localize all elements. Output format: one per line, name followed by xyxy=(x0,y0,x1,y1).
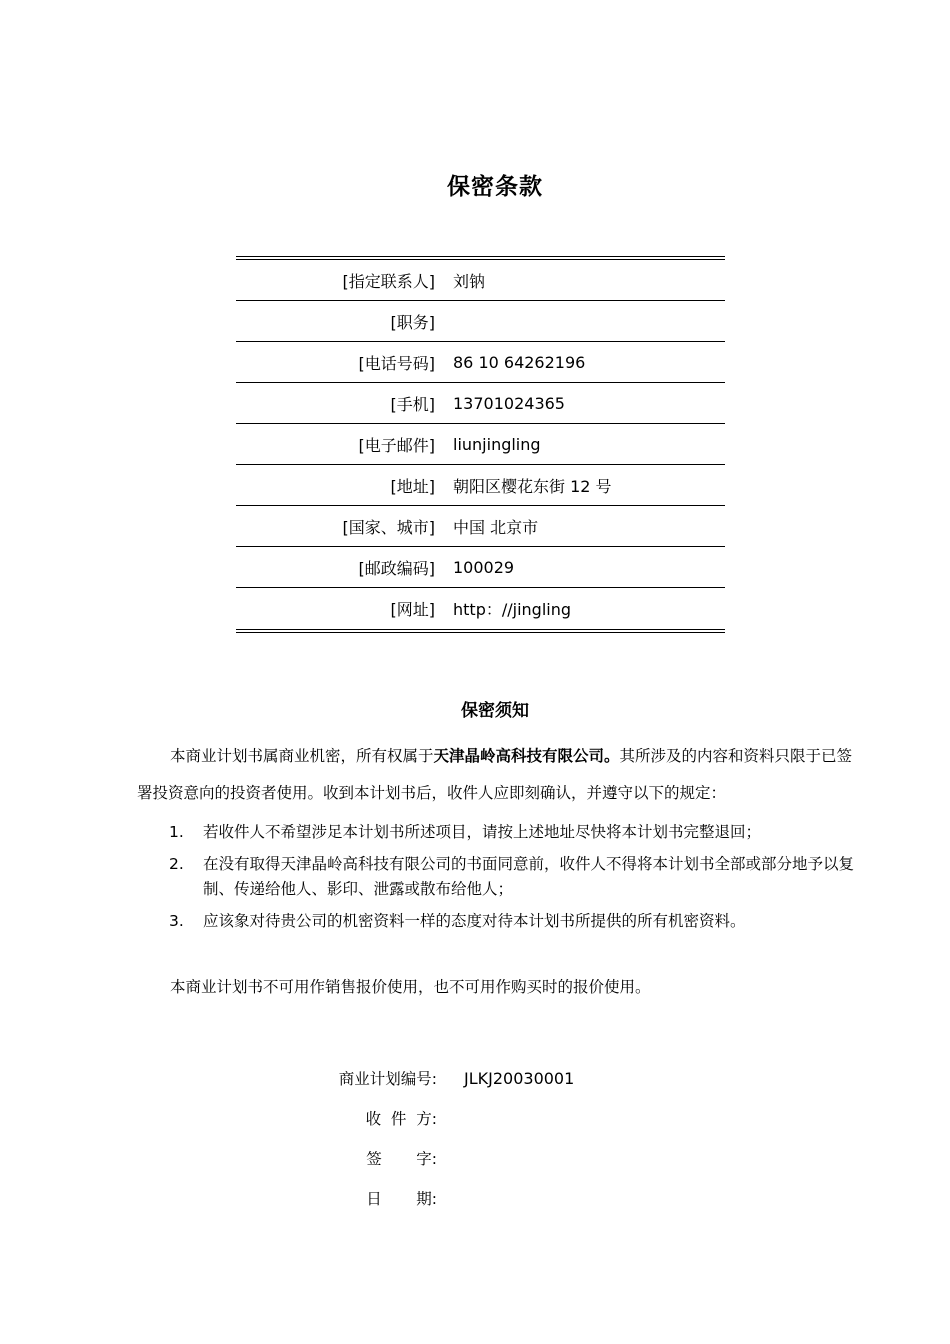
contact-value: 86 10 64262196 xyxy=(453,352,586,372)
contact-value: liunjingling xyxy=(453,434,541,454)
contact-label: [网址] xyxy=(390,600,435,619)
plan-number-row xyxy=(300,1058,574,1098)
contact-label: [职务] xyxy=(390,312,435,332)
contact-label: [邮政编码] xyxy=(358,558,435,578)
signature-label: 签 字: xyxy=(366,1150,437,1168)
rule-text: 若收件人不希望涉足本计划书所述项目，请按上述地址尽快将本计划书完整退回； xyxy=(203,823,762,841)
contact-value: 13701024365 xyxy=(453,393,565,413)
contact-row-email xyxy=(236,424,725,465)
intro-paragraph xyxy=(137,738,859,812)
contact-label: [地址] xyxy=(390,476,435,496)
rule-number: 2. xyxy=(169,855,184,873)
page-title: 保密条款 xyxy=(447,174,543,200)
contact-row-country-city xyxy=(236,506,725,547)
section-title: 保密须知 xyxy=(461,701,529,721)
rule-item xyxy=(167,852,859,902)
contact-value: 中国 北京市 xyxy=(453,517,539,537)
rule-item xyxy=(167,909,859,934)
contact-row-contact-person xyxy=(236,260,725,301)
date-label: 日 期: xyxy=(366,1190,437,1208)
contact-label: [指定联系人] xyxy=(342,271,435,291)
recipient-row xyxy=(300,1098,574,1138)
date-row xyxy=(300,1178,574,1218)
rules-list xyxy=(167,820,859,941)
company-name: 天津晶岭高科技有限公司。 xyxy=(433,747,620,765)
contact-row-position xyxy=(236,301,725,342)
rule-number: 3. xyxy=(169,912,184,930)
contact-table xyxy=(236,256,725,633)
contact-row-mobile xyxy=(236,383,725,424)
contact-label: [电子邮件] xyxy=(358,435,435,455)
contact-value: http：//jingling xyxy=(453,600,572,619)
closing-notice: 本商业计划书不可用作销售报价使用，也不可用作购买时的报价使用。 xyxy=(170,978,651,996)
rule-text: 在没有取得天津晶岭高科技有限公司的书面同意前，收件人不得将本计划书全部或部分地予以复制、传递给他人、影印、泄露或散布给他人； xyxy=(203,855,855,898)
contact-value: 100029 xyxy=(453,557,515,577)
contact-row-phone xyxy=(236,342,725,383)
intro-text-after: 其所涉及的内容和资料只限于已签署投资意向的投资者使用。收到本计划书后，收件人应即刻确认，并遵守以下的规定： xyxy=(137,747,853,802)
contact-row-postcode xyxy=(236,547,725,588)
intro-text-before: 本商业计划书属商业机密，所有权属于 xyxy=(170,747,434,765)
contact-value: 朝阳区樱花东街 12 号 xyxy=(453,476,612,496)
contact-value: 刘钠 xyxy=(453,271,486,291)
plan-fields xyxy=(300,1058,574,1218)
contact-label: [国家、城市] xyxy=(342,517,435,537)
rule-text: 应该象对待贵公司的机密资料一样的态度对待本计划书所提供的所有机密资料。 xyxy=(203,912,746,930)
plan-number-label: 商业计划编号: xyxy=(338,1070,437,1088)
recipient-label: 收 件 方: xyxy=(365,1110,437,1128)
rule-number: 1. xyxy=(169,823,184,841)
contact-row-website xyxy=(236,588,725,629)
rule-item xyxy=(167,820,859,845)
plan-number-value: JLKJ20030001 xyxy=(464,1068,575,1088)
contact-row-address xyxy=(236,465,725,506)
signature-row xyxy=(300,1138,574,1178)
contact-label: [手机] xyxy=(390,394,435,414)
contact-label: [电话号码] xyxy=(358,353,435,373)
